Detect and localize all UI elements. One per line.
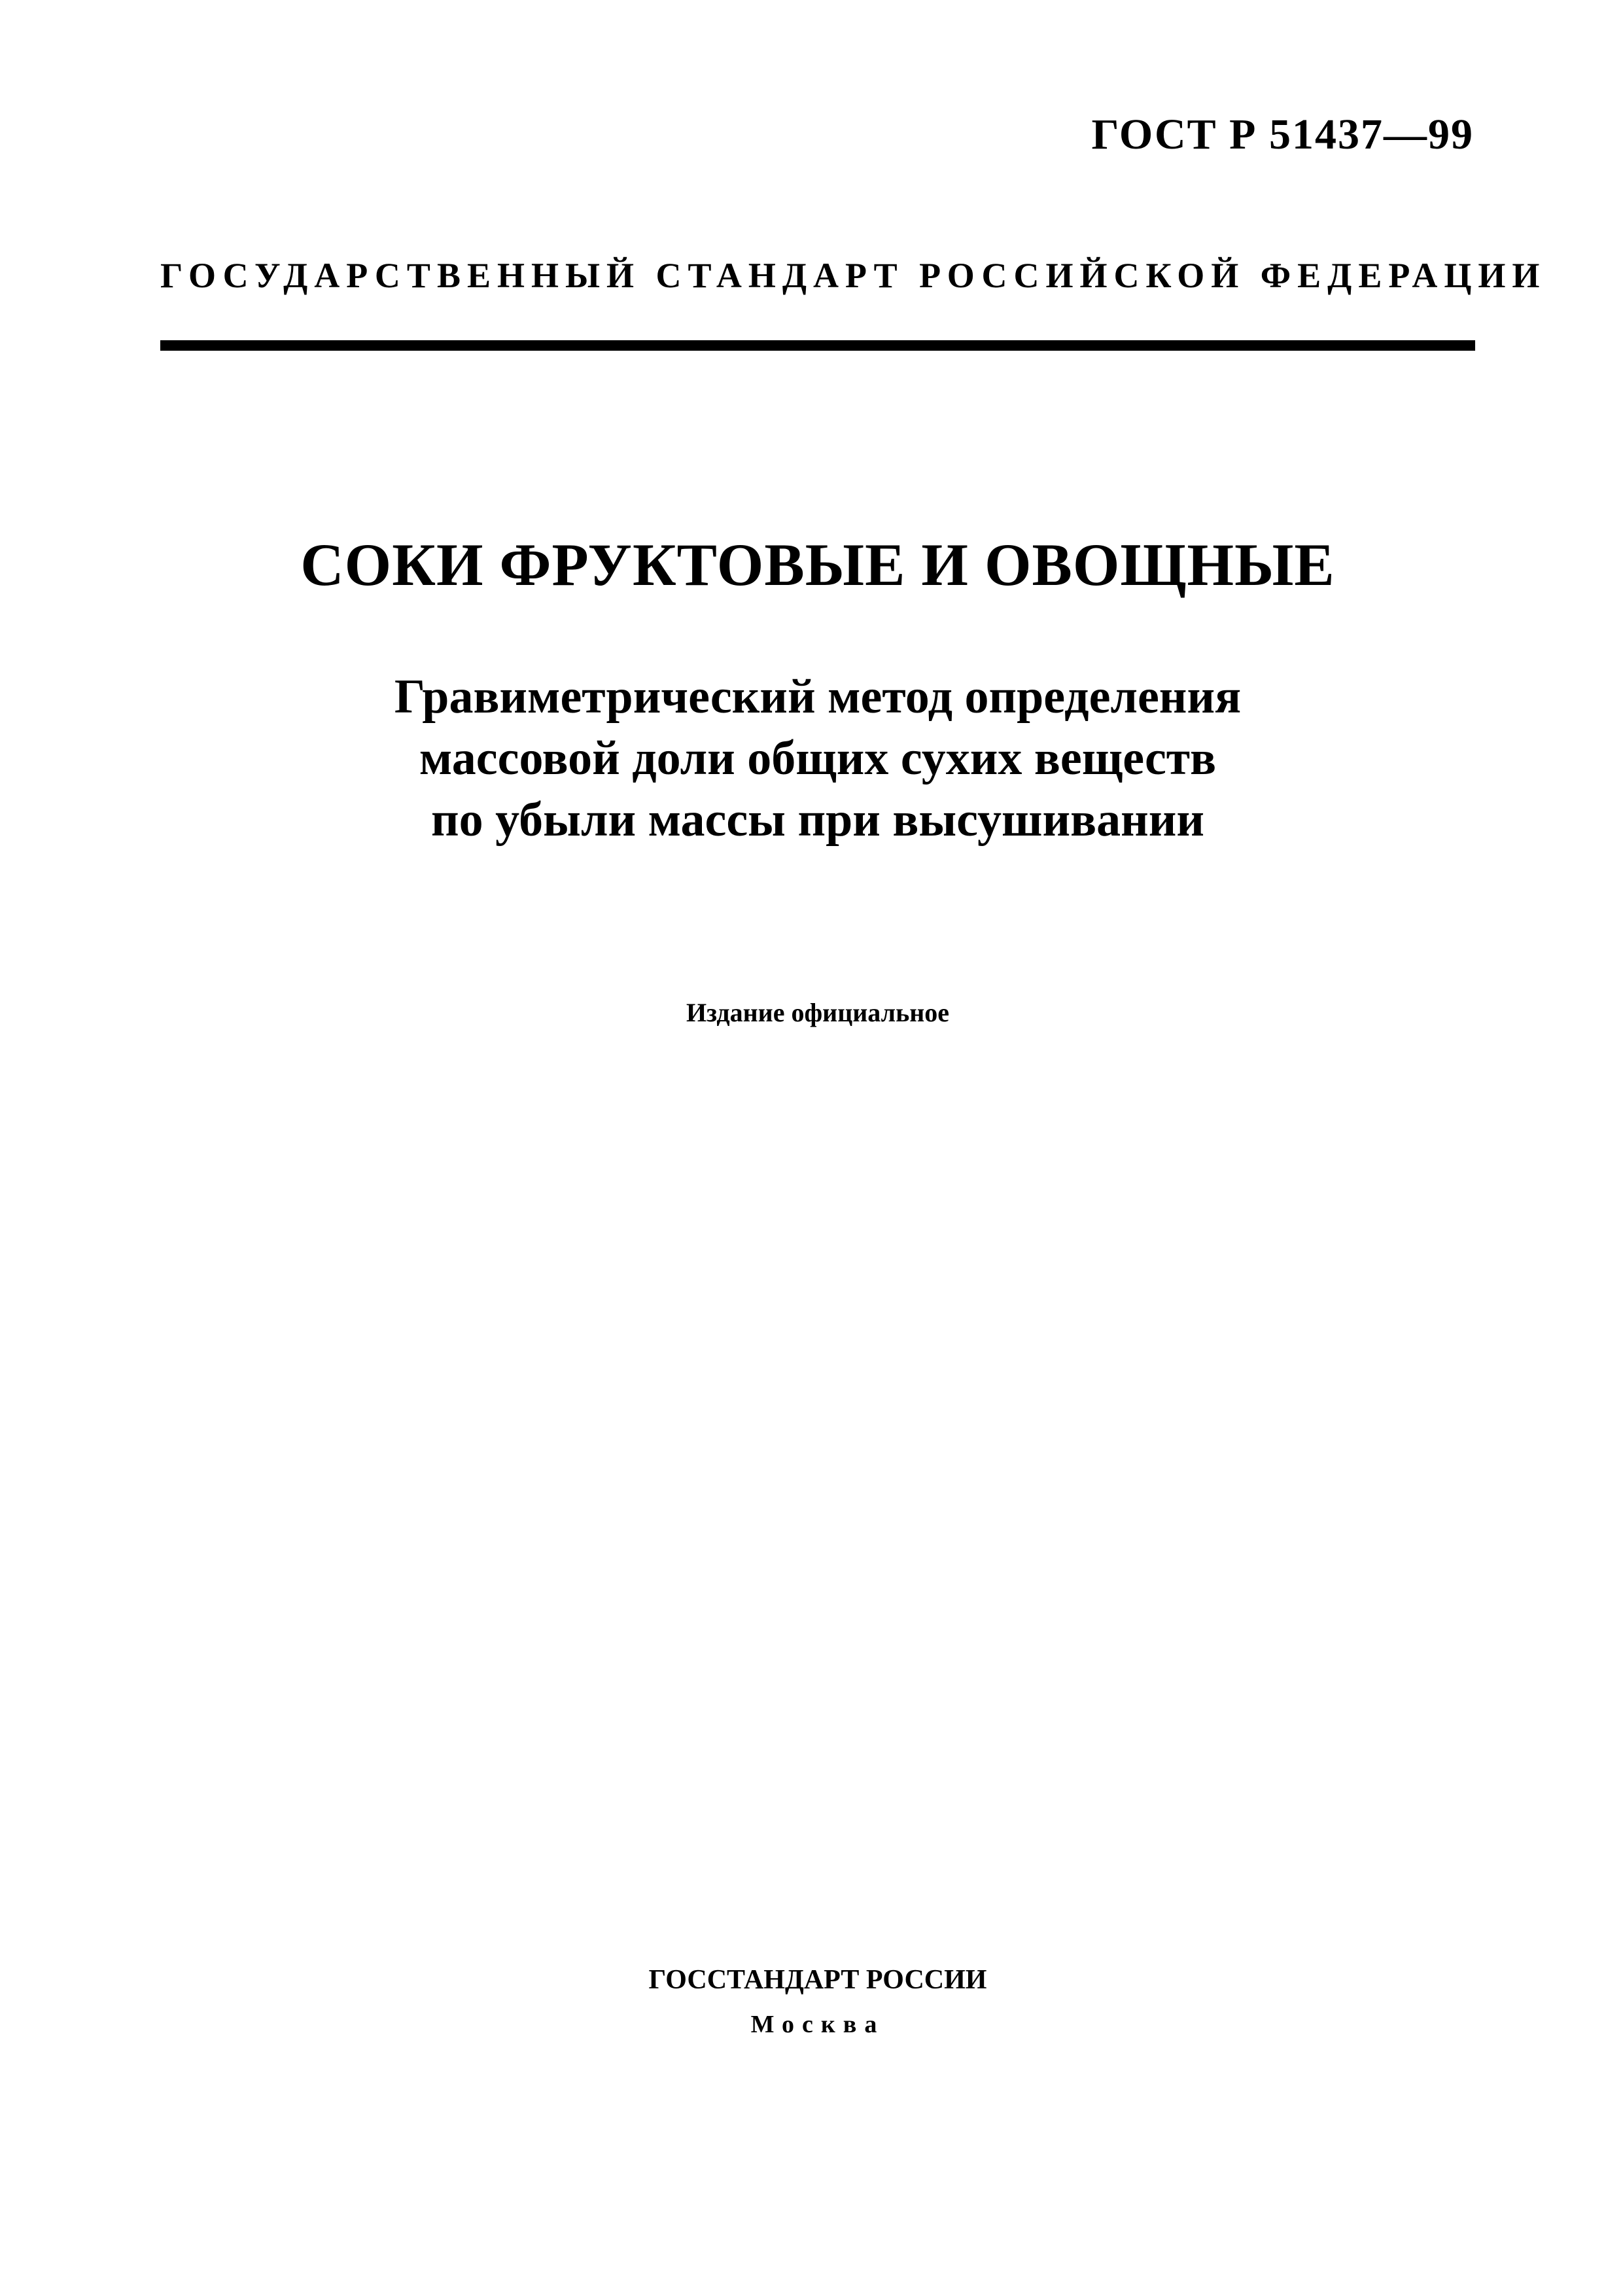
publisher: ГОССТАНДАРТ РОССИИ: [648, 1965, 987, 1995]
horizontal-rule: [160, 340, 1475, 351]
main-title: СОКИ ФРУКТОВЫЕ И ОВОЩНЫЕ: [300, 531, 1335, 598]
state-standard-heading: ГОСУДАРСТВЕННЫЙ СТАНДАРТ РОССИЙСКОЙ ФЕДЕРАЦИИ: [160, 256, 1546, 295]
subtitle-line: массовой доли общих сухих веществ: [419, 732, 1217, 785]
subtitle-line: Гравиметрический метод определения: [394, 670, 1242, 724]
subtitle-line: по убыли массы при высушивании: [431, 793, 1204, 847]
city: Москва: [750, 2011, 885, 2038]
edition-note: Издание официальное: [686, 998, 950, 1027]
document-number: ГОСТ Р 51437—99: [1091, 111, 1474, 158]
subtitle: [160, 666, 1475, 851]
